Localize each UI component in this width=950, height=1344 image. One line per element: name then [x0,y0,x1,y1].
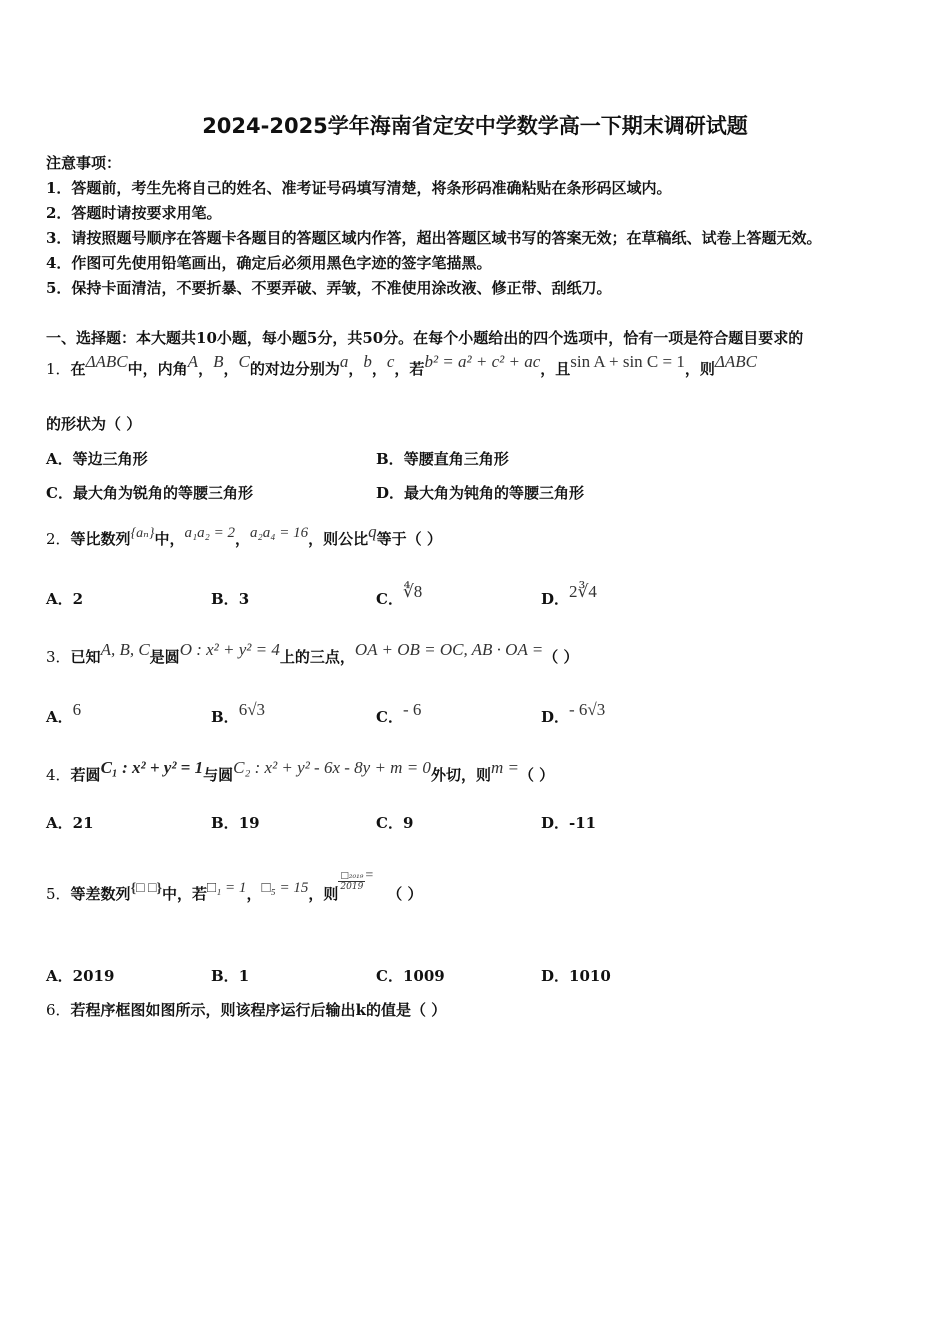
q1-text: ，若 [394,360,425,378]
q4-circle-2: C₂ : x² + y² - 6x - 8y + m = 0 [233,758,431,777]
option-text: 1 [238,967,250,985]
q4-option-d[interactable] [541,812,596,833]
notice-item-5: 5．保持卡面清洁，不要折暴、不要弄破、弄皱，不准使用涂改液、修正带、刮纸刀。 [46,279,612,297]
option-text: 2019 [72,967,115,985]
q4-text: （ ） [518,766,555,784]
q1-line-2: 的形状为（ ） [46,415,142,433]
question-2 [46,522,442,549]
q2-option-b[interactable] [211,588,249,609]
q3-number: 3． [46,648,71,666]
q4-text: 与圆 [203,766,234,784]
notice-item-3: 3．请按照题号顺序在答题卡各题目的答题区域内作答，超出答题区域书写的答案无效；在草稿纸、试卷上答题无效。 [46,229,822,247]
q1-comma: ， [348,360,364,378]
q1-text: ，则 [684,360,715,378]
q2-ratio: q [368,522,377,541]
q5-option-b[interactable] [211,965,249,986]
q4-unknown: m = [490,758,519,777]
q3-option-a[interactable] [46,700,82,727]
question-5 [46,868,423,906]
section-heading: 一、选择题：本大题共10小题，每小题5分，共50分。在每个小题给出的四个选项中，恰有一项是符合题目要求的 [46,329,804,347]
option-text: 9 [402,814,414,832]
q2-condition-1: a₁a₂ = 2 [184,525,236,541]
notice-item-2: 2．答题时请按要求用笔。 [46,204,222,222]
q3-option-d[interactable] [541,700,606,727]
question-6 [46,999,446,1020]
option-text: 1009 [402,967,445,985]
option-label: C． [376,967,403,985]
q2-comma: ， [235,530,251,548]
q2-condition-2: a₂a₄ = 16 [250,525,309,541]
q2-text: ，则公比 [308,530,369,548]
option-text: 1010 [569,967,611,985]
q5-comma: ， [246,885,262,903]
q2-option-a[interactable] [46,588,83,609]
question-4 [46,758,555,785]
option-text: 2∛4 [569,582,597,601]
q5-text: 等差数列 [70,885,131,903]
q2-text: 中， [154,530,185,548]
option-text: - 6√3 [569,700,606,719]
option-label: B． [376,450,404,468]
q5-condition-2: □₅ = 15 [261,880,309,896]
q5-fraction-numerator: □₂₀₁₉ [340,870,364,881]
option-text: ∜8 [402,582,423,601]
q1-side-c: c [386,352,395,371]
q3-text: 上的三点， [279,648,355,666]
q1-comma: ， [371,360,387,378]
q2-option-c[interactable] [376,582,423,609]
option-text: -11 [569,814,597,832]
q3-circle: O : x² + y² = 4 [179,640,280,659]
q3-text: （ ） [543,648,579,666]
q5-option-c[interactable] [376,965,445,986]
q5-sequence: {□ □} [130,881,163,896]
option-label: B． [211,708,239,726]
q4-option-b[interactable] [211,812,260,833]
q5-fraction [338,871,365,892]
q1-text: 中，内角 [127,360,188,378]
option-label: D． [376,484,405,502]
q1-equation-1: b² = a² + c² + ac [424,352,541,371]
q1-side-a: a [339,352,349,371]
q2-option-d[interactable] [541,582,597,609]
q1-angle-b: B [213,352,224,371]
q1-equation-2: sin A + sin C = 1 [570,352,685,371]
q1-text: 的对边分别为 [249,360,340,378]
q3-expression: OA + OB = OC, AB · OA = [354,640,544,659]
option-label: D． [541,967,570,985]
q2-sequence: {aₙ} [130,526,155,541]
option-text: 6 [72,700,82,719]
q3-option-b[interactable] [211,700,266,727]
option-text: 3 [238,590,250,608]
notice-heading: 注意事项： [46,154,122,172]
q4-option-a[interactable] [46,812,94,833]
q5-fraction-denominator: 2019 [340,881,364,892]
q6-text: 若程序框图如图所示，则该程序运行后输出 [70,1001,356,1019]
q5-text: （ ） [387,885,423,903]
option-text: 6√3 [238,700,266,719]
option-text: 19 [238,814,260,832]
option-label: B． [211,967,239,985]
q3-option-c[interactable] [376,700,422,727]
option-label: D． [541,814,570,832]
q5-text: 中，若 [162,885,208,903]
page-title: 2024-2025学年海南省定安中学数学高一下期末调研试题 [202,114,748,138]
q1-number: 1． [46,360,71,378]
q1-angle-a: A [187,352,199,371]
q1-text: 在 [70,360,86,378]
option-label: C． [46,484,73,502]
option-label: C． [376,590,403,608]
option-text: 最大角为钝角的等腰三角形 [404,484,585,502]
q5-condition-1: □₁ = 1 [207,880,247,896]
q6-variable: k [355,1001,366,1019]
q1-triangle: ΔABC [85,352,128,371]
q5-option-d[interactable] [541,965,611,986]
q1-triangle: ΔABC [714,352,757,371]
q4-text: 外切，则 [430,766,491,784]
q1-option-c[interactable] [46,482,253,503]
option-text: 21 [72,814,94,832]
q1-angle-c: C [238,352,250,371]
notice-item-4: 4．作图可先使用铅笔画出，确定后必须用黑色字迹的签字笔描黑。 [46,254,492,272]
q1-text: ，且 [540,360,571,378]
q1-option-a[interactable] [46,448,148,469]
q1-option-b[interactable] [376,448,509,469]
option-text: 等边三角形 [72,450,148,468]
option-label: C． [376,814,403,832]
q2-text: 等比数列 [70,530,131,548]
q2-number: 2． [46,530,71,548]
q4-number: 4． [46,766,71,784]
q3-points: A, B, C [100,640,150,659]
option-label: D． [541,590,570,608]
option-label: A． [46,814,73,832]
option-label: A． [46,967,73,985]
option-label: A． [46,708,73,726]
question-3 [46,640,579,667]
option-text: 2 [72,590,84,608]
option-label: A． [46,450,73,468]
option-text: 等腰直角三角形 [403,450,509,468]
q1-option-d[interactable] [376,482,584,503]
q4-text: 若圆 [70,766,101,784]
option-label: C． [376,708,403,726]
notice-item-1: 1．答题前，考生先将自己的姓名、准考证号码填写清楚，将条形码准确粘贴在条形码区域内。 [46,179,672,197]
q5-option-a[interactable] [46,965,114,986]
q4-circle-1: C₁ : x² + y² = 1 [100,758,204,777]
q4-option-c[interactable] [376,812,413,833]
q6-number: 6． [46,1001,71,1019]
q3-text: 已知 [70,648,101,666]
q1-side-b: b [363,352,372,371]
q3-text: 是圆 [149,648,180,666]
q5-equals: = [365,868,374,883]
option-label: D． [541,708,570,726]
q1-comma: ， [198,360,214,378]
option-label: A． [46,590,73,608]
q5-text: ，则 [308,885,339,903]
q1-comma: ， [223,360,239,378]
q5-number: 5． [46,885,71,903]
q6-text: 的值是（ ） [365,1001,447,1019]
option-text: - 6 [402,700,422,719]
option-text: 最大角为锐角的等腰三角形 [72,484,253,502]
option-label: B． [211,590,239,608]
option-label: B． [211,814,239,832]
q2-text: 等于（ ） [376,530,442,548]
question-1 [46,352,757,379]
